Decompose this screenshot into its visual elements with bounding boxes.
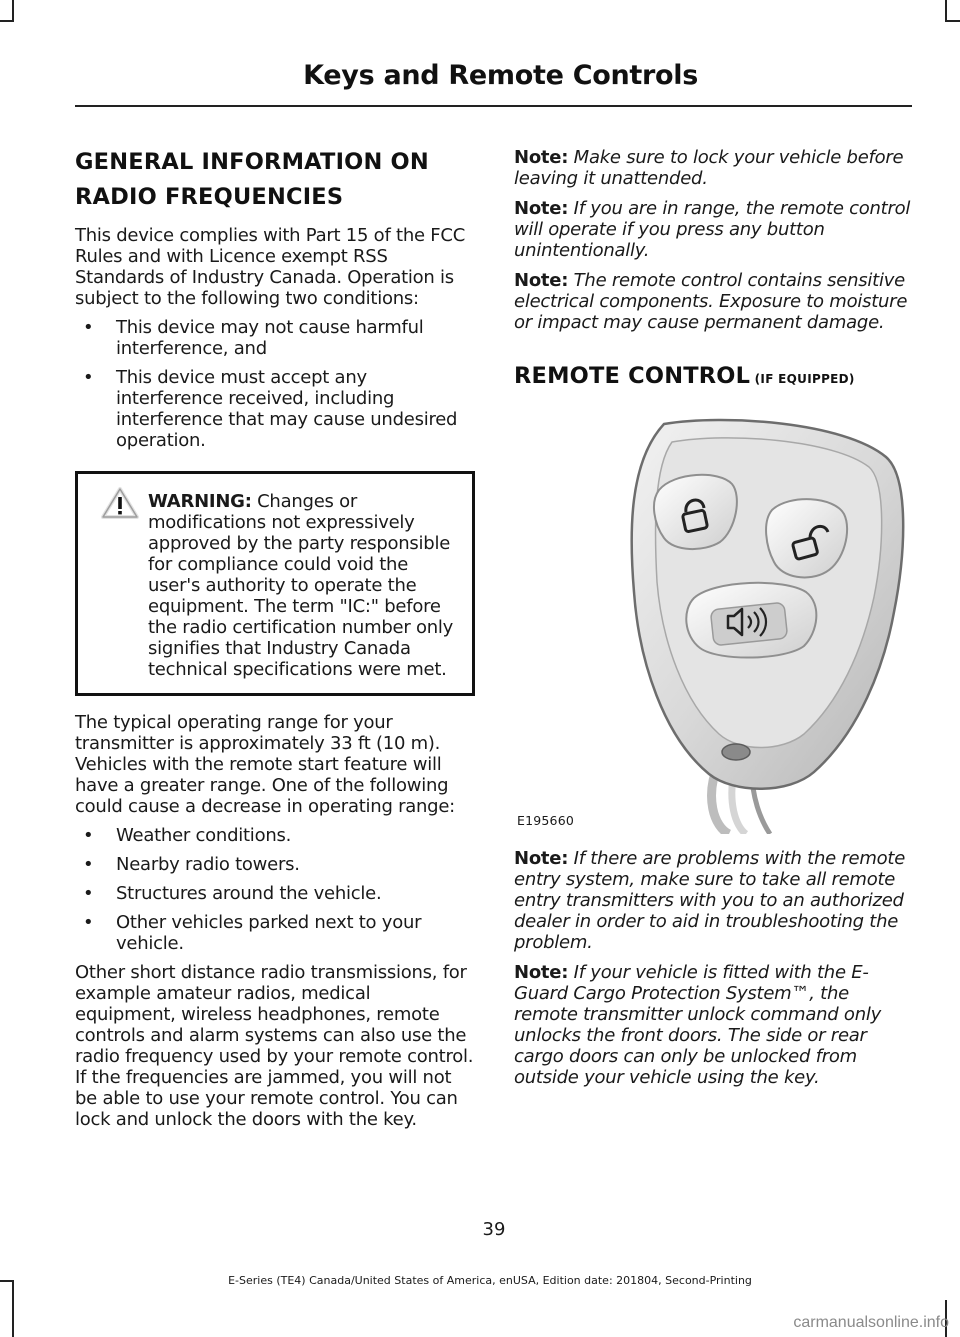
warning-box xyxy=(75,471,475,696)
warning-triangle-icon xyxy=(100,486,140,520)
intro-paragraph: This device complies with Part 15 of the FCC Rules and with Licence exempt RSS Standards of Industry Canada. Operation is subject to the following two conditions: xyxy=(75,225,466,309)
note-lock-vehicle: Note: Make sure to lock your vehicle before leaving it unattended. xyxy=(514,147,904,189)
section-title-line2: RADIO FREQUENCIES xyxy=(75,184,344,210)
watermark: carmanualsonline.info xyxy=(793,1314,949,1331)
figure-code: E195660 xyxy=(517,813,575,828)
conditions-list xyxy=(75,317,475,451)
note-troubleshooting: Note: If there are problems with the remote entry system, make sure to take all remote entry transmitters with you to an authorized dealer in order to aid in troubleshooting the problem. xyxy=(514,848,906,953)
note-sensitive-components: Note: The remote control contains sensitive electrical components. Exposure to moisture or impact may cause permanent damage. xyxy=(514,270,908,333)
range-paragraph: The typical operating range for your transmitter is approximately 33 ft (10 m). Vehicles with the remote start feature will have a greater range. One of the following could cause a decrease in operating range: xyxy=(75,712,455,817)
list-item: • Structures around the vehicle. xyxy=(75,883,475,904)
note-e-guard: Note: If your vehicle is fitted with the E-Guard Cargo Protection System™, the remote transmitter unlock command only unlocks the front doors. The side or rear cargo doors can only be unlocked from outside your vehicle using the key. xyxy=(514,962,882,1088)
list-item: • Weather conditions. xyxy=(75,825,475,846)
crop-mark xyxy=(12,0,14,22)
closing-paragraph: Other short distance radio transmissions, for example amateur radios, medical equipment, wireless headphones, remote controls and alarm systems can also use the radio frequency used by your remote control. If the frequencies are jammed, you will not be able to use your remote control. You can lock and unlock the doors with the key. xyxy=(75,962,474,1130)
warning-label: WARNING: xyxy=(148,491,252,512)
remote-control-figure xyxy=(514,402,911,834)
left-column xyxy=(75,145,475,1138)
right-column xyxy=(514,147,911,1097)
section-title-radio-frequencies xyxy=(75,145,475,215)
warning-text xyxy=(90,491,463,680)
crop-mark xyxy=(0,20,14,22)
crop-mark xyxy=(945,20,960,22)
warning-body: Changes or modifications not expressively approved by the party responsible for compliance could void the user's authority to operate the equipment. The term "IC:" before the radio certification number only signifies that Industry Canada technical specifications were met. xyxy=(148,491,454,680)
list-item: • This device must accept any interference received, including interference that may cause undesired operation. xyxy=(75,367,475,451)
footer-edition: E-Series (TE4) Canada/United States of America, enUSA, Edition date: 201804, Second-Printing xyxy=(228,1274,752,1287)
section-title-line1: GENERAL INFORMATION ON xyxy=(75,149,429,175)
crop-mark xyxy=(12,1280,14,1337)
note-range: Note: If you are in range, the remote control will operate if you press any button unintentionally. xyxy=(514,198,911,261)
section-title-remote-control: REMOTE CONTROL (IF EQUIPPED) xyxy=(514,363,855,389)
list-item: • This device may not cause harmful interference, and xyxy=(75,317,475,359)
list-item: • Nearby radio towers. xyxy=(75,854,475,875)
list-item: • Other vehicles parked next to your vehicle. xyxy=(75,912,475,954)
page-header-title: Keys and Remote Controls xyxy=(303,60,698,91)
crop-mark xyxy=(945,0,947,22)
page-number: 39 xyxy=(482,1219,506,1240)
header-rule xyxy=(75,105,912,107)
remote-key-fob-illustration xyxy=(514,402,911,834)
range-factors-list xyxy=(75,825,475,954)
